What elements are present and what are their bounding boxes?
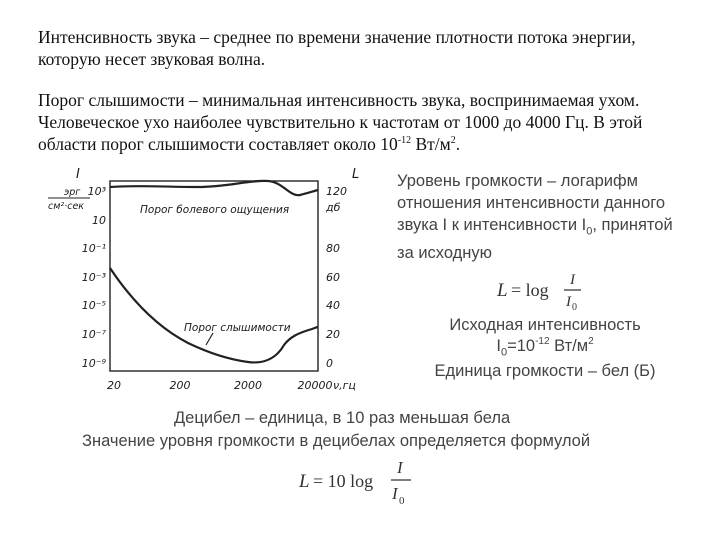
left-tick-label: 10³ [87,185,106,198]
loudness-definition [397,170,687,264]
right-tick-label: 0 [326,357,333,370]
initial-intensity-exp: -12 [535,336,550,347]
hearing-label-leader [206,333,213,345]
formula2-op: = 10 log [313,471,374,491]
left-tick-label: 10⁻³ [81,271,106,284]
formula2-denominator: I [392,484,398,503]
formula2-denominator-sub: 0 [399,495,405,507]
decibel-formula-caption: Значение уровня громкости в децибелах определяется формулой [82,432,591,450]
right-axis-unit: дб [326,201,341,214]
left-axis-symbol: I [76,167,80,182]
hearing-range-figure [28,165,373,400]
threshold-unit-exponent: 2 [450,135,456,146]
right-tick-label: 80 [326,242,340,255]
hearing-threshold-paragraph [38,89,688,155]
right-tick-label: 40 [326,299,340,312]
formula1-lhs: L [497,280,508,301]
x-tick-label: 200 [169,379,191,392]
right-axis-ticks [325,185,347,370]
formula2-lhs: L [299,471,310,492]
hearing-threshold-label: Порог слышимости [184,322,291,334]
x-axis-unit: ν,гц [333,379,356,392]
right-tick-label: 60 [326,271,340,284]
hearing-range-graph [28,165,373,400]
decibel-definition: Децибел – единица, в 10 раз меньшая бела [174,409,511,427]
threshold-unit: Вт/м [411,134,451,154]
pain-threshold-label: Порог болевого ощущения [140,204,290,216]
x-tick-label: 2000 [234,379,262,392]
initial-intensity-unit: Вт/м [549,337,589,355]
loudness-definition-subscript: 0 [586,225,593,238]
initial-intensity-sub: 0 [500,346,508,359]
left-axis-unit-top: эрг [64,187,81,198]
pain-threshold-curve [110,181,318,195]
loudness-unit-line: Единица громкости – бел (Б) [434,362,656,380]
left-tick-label: 10⁻¹ [81,242,106,255]
loudness-definition-end: , принятой за исходную [397,216,673,263]
left-axis-unit-bottom: см²·сек [48,201,85,212]
intensity-definition-text: Интенсивность звука – среднее по времени значение плотности потока энергии, которую несет звуковая волна. [38,27,636,69]
left-tick-label: 10⁻⁹ [81,357,106,370]
decibel-formula [293,454,423,510]
loudness-definition-text: Уровень громкости – логарифм отношения интенсивности данного звука I к интенсивности I [397,172,666,234]
threshold-exponent: -12 [397,135,412,146]
formula1-op: = log [511,280,549,300]
formula1-numerator: I [570,272,575,288]
formula1-denominator-sub: 0 [572,302,577,313]
initial-intensity-eq: =10 [507,337,536,355]
loudness-formula [495,268,605,314]
hearing-threshold-curve [110,268,318,362]
left-tick-label: 10⁻⁷ [81,328,106,341]
initial-intensity-label: Исходная интенсивность [449,316,641,334]
right-tick-label: 120 [326,185,347,198]
x-tick-label: 20 [107,379,121,392]
right-axis-symbol: L [352,167,360,182]
left-axis-ticks [82,185,107,370]
x-tick-label: 20000 [297,379,333,392]
initial-intensity-value [400,336,690,362]
initial-intensity-unit-exp: 2 [588,336,594,347]
left-tick-label: 10⁻⁵ [81,299,106,312]
initial-intensity-symbol: I [496,337,501,355]
formula1-denominator: I [566,294,571,310]
left-tick-label: 10 [92,214,106,227]
threshold-period: . [455,134,461,154]
formula2-numerator: I [397,458,403,477]
right-tick-label: 20 [326,328,340,341]
hearing-threshold-text: Порог слышимости – минимальная интенсивность звука, воспринимаемая ухом. Человеческое ухо наиболее чувствительно к частотам от 1000 до 4000 Гц. В этой области порог слышимости составляет около 10 [38,90,643,154]
x-axis-ticks [107,379,356,392]
intensity-definition [38,26,688,70]
